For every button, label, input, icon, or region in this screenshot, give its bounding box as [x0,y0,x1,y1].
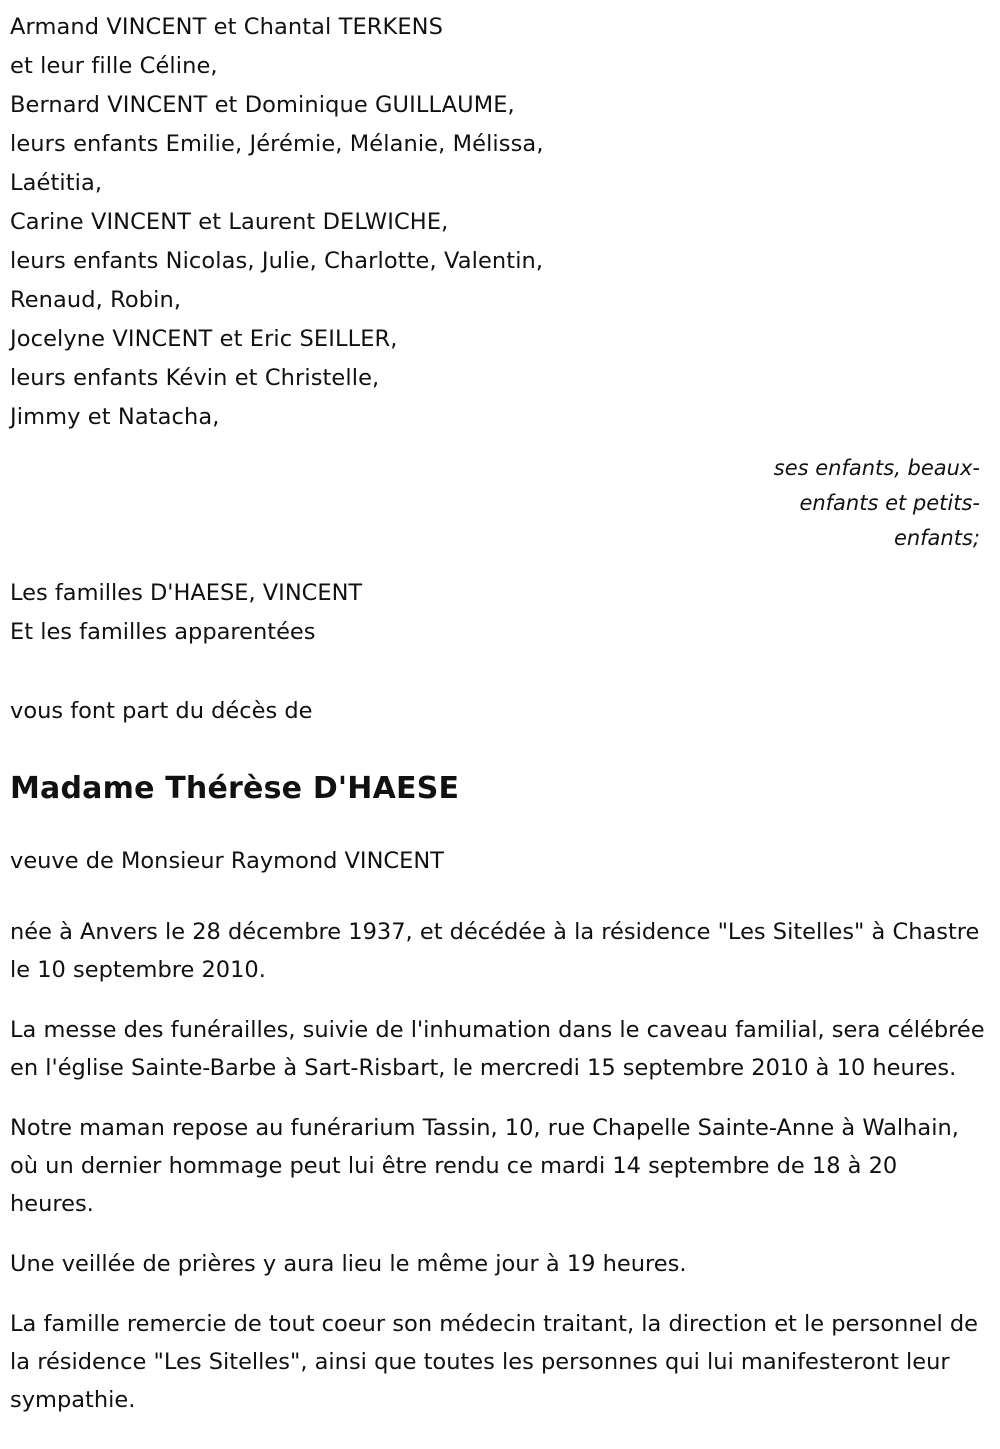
family-line: leurs enfants Nicolas, Julie, Charlotte, Valentin, [10,248,544,274]
related-families-line: Les familles D'HAESE, VINCENT [10,580,363,606]
related-families-line: Et les familles apparentées [10,619,316,645]
funeral-home-paragraph: Notre maman repose au funérarium Tassin, 10, rue Chapelle Sainte-Anne à Walhain, où un dernier hommage peut lui être rendu ce mardi 14 septembre de 18 à 20 heures. [10,1115,959,1217]
family-line: Renaud, Robin, [10,287,182,313]
family-line: leurs enfants Kévin et Christelle, [10,365,380,391]
family-line: Carine VINCENT et Laurent DELWICHE, [10,209,449,235]
relationship-note-line: enfants et petits- [799,491,980,515]
family-line: Jimmy et Natacha, [10,404,220,430]
widow-of-line: veuve de Monsieur Raymond VINCENT [10,848,444,874]
family-members-block [10,8,986,437]
relationship-note-line: ses enfants, beaux- [773,456,980,480]
relationship-note-line: enfants; [893,526,980,550]
family-line: leurs enfants Emilie, Jérémie, Mélanie, Mélissa, [10,131,544,157]
prayer-vigil-paragraph: Une veillée de prières y aura lieu le même jour à 19 heures. [10,1251,687,1277]
family-line: et leur fille Céline, [10,53,218,79]
announcement-intro: vous font part du décès de [10,698,313,724]
relationship-note [10,451,986,556]
birth-death-paragraph: née à Anvers le 28 décembre 1937, et décédée à la résidence "Les Sitelles" à Chastre le 10 septembre 2010. [10,919,980,983]
thanks-paragraph: La famille remercie de tout coeur son médecin traitant, la direction et le personnel de la résidence "Les Sitelles", ainsi que toutes les personnes qui lui manifesteront leur sympathie. [10,1311,979,1413]
deceased-name: Madame Thérèse D'HAESE [10,771,460,806]
family-line: Laétitia, [10,170,103,196]
family-line: Jocelyne VINCENT et Eric SEILLER, [10,326,398,352]
related-families-block [10,574,986,652]
funeral-mass-paragraph: La messe des funérailles, suivie de l'inhumation dans le caveau familial, sera célébrée en l'église Sainte-Barbe à Sart-Risbart, le mercredi 15 septembre 2010 à 10 heures. [10,1017,985,1081]
family-line: Bernard VINCENT et Dominique GUILLAUME, [10,92,515,118]
family-line: Armand VINCENT et Chantal TERKENS [10,14,443,40]
